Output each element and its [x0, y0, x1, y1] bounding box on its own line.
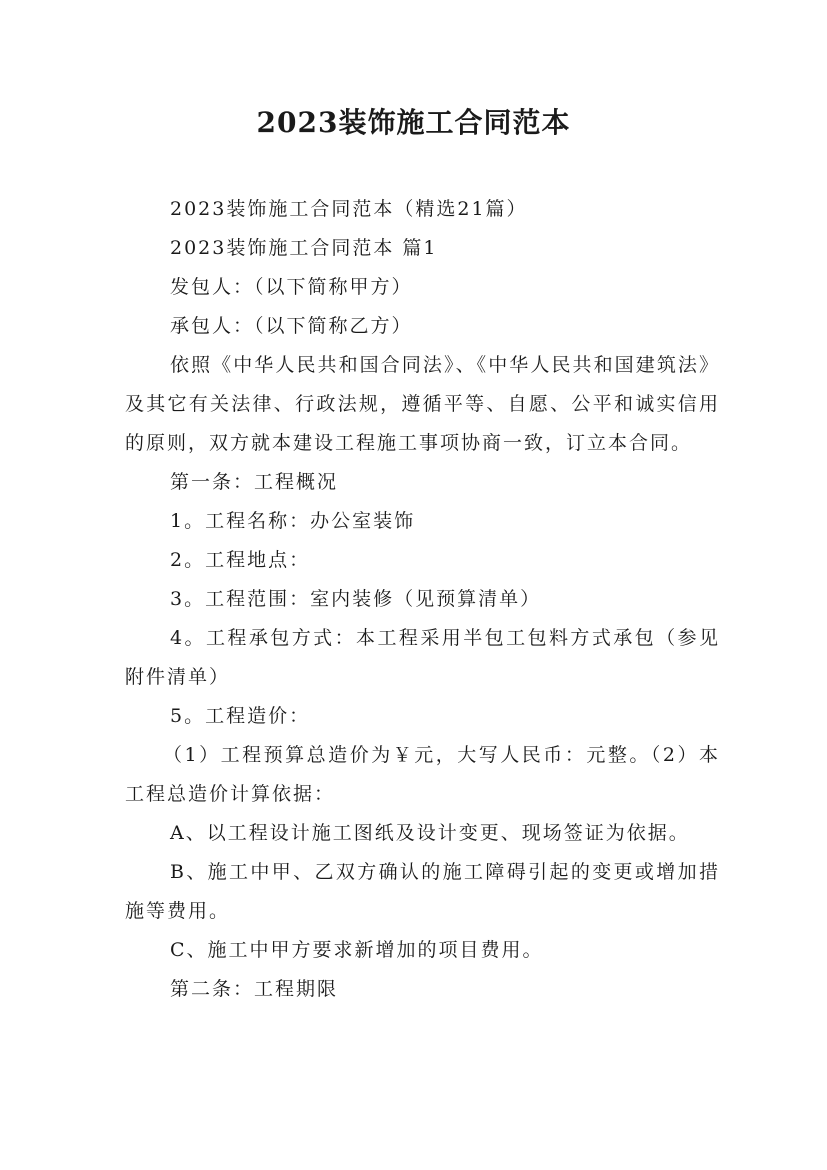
paragraph-project-name: 1。工程名称：办公室装饰: [170, 510, 416, 532]
paragraph-employer: 发包人：（以下简称甲方）: [170, 276, 413, 298]
paragraph-item-b: B、施工中甲、乙双方确认的施工障碍引起的变更或增加措施等费用。: [125, 861, 720, 922]
paragraph-article-1-heading: 第一条：工程概况: [170, 471, 339, 493]
paragraph-contractor: 承包人：（以下简称乙方）: [170, 315, 413, 337]
document-body: [125, 190, 720, 1009]
paragraph-project-cost: 5。工程造价：: [170, 705, 311, 727]
paragraph-subtitle: 2023装饰施工合同范本（精选21篇）: [170, 198, 528, 220]
paragraph-item-a: A、以工程设计施工图纸及设计变更、现场签证为依据。: [170, 822, 690, 844]
paragraph-item-c: C、施工中甲方要求新增加的项目费用。: [170, 939, 544, 961]
paragraph-preamble: 依照《中华人民共和国合同法》、《中华人民共和国建筑法》及其它有关法律、行政法规，遵循平等、自愿、公平和诚实信用的原则，双方就本建设工程施工事项协商一致，订立本合同。: [125, 354, 720, 454]
paragraph-article-2-heading: 第二条：工程期限: [170, 978, 339, 1000]
paragraph-project-location: 2。工程地点：: [170, 549, 311, 571]
paragraph-cost-detail: （1）工程预算总造价为￥元，大写人民币：元整。（2）本工程总造价计算依据：: [125, 744, 720, 805]
paragraph-contract-method: 4。工程承包方式：本工程采用半包工包料方式承包（参见附件清单）: [125, 627, 720, 688]
paragraph-section-heading: 2023装饰施工合同范本 篇1: [170, 237, 438, 259]
paragraph-project-scope: 3。工程范围：室内装修（见预算清单）: [170, 588, 542, 610]
document-title: 2023装饰施工合同范本: [256, 106, 571, 139]
